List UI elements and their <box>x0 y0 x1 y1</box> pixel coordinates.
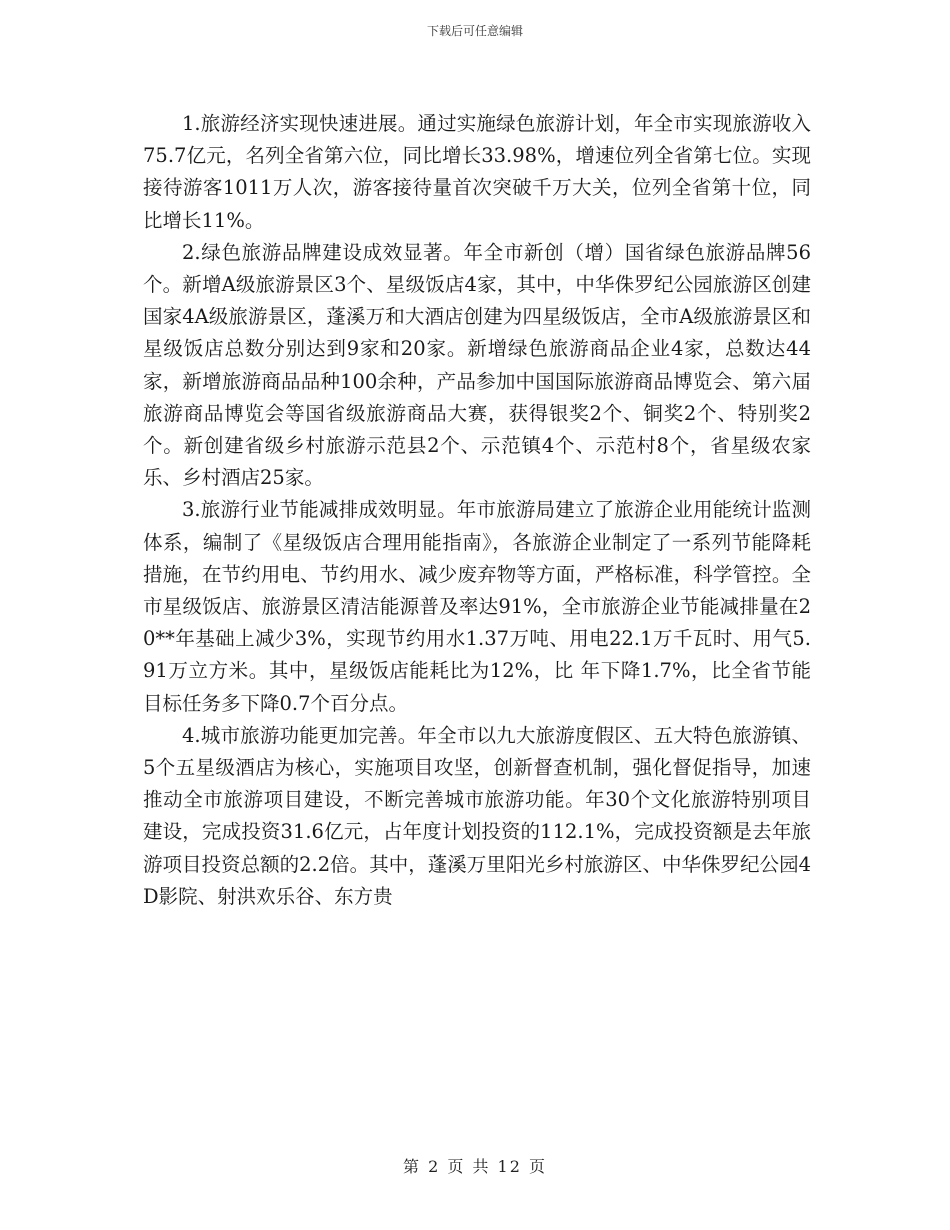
page-header-note: 下载后可任意编辑 <box>426 24 523 38</box>
paragraph-energy-saving: 3.旅游行业节能减排成效明显。年市旅游局建立了旅游企业用能统计监测体系，编制了《星级饭店合理用能指南》，各旅游企业制定了一系列节能降耗措施，在节约用电、节约用水、减少废弃物等方面，严格标准，科学管控。全市星级饭店、旅游景区清洁能源普及率达91%，全市旅游企业节能减排量在20**年基础上减少3%，实现节约用水1.37万吨、用电22.1万千瓦时、用气5.91万立方米。其中，星级饭店能耗比为12%，比 年下降1.7%，比全省节能目标任务多下降0.7个百分点。 <box>143 498 811 715</box>
paragraph-city-function: 4.城市旅游功能更加完善。年全市以九大旅游度假区、五大特色旅游镇、5个五星级酒店为核心，实施项目攻坚，创新督查机制，强化督促指导，加速推动全市旅游项目建设，不断完善城市旅游功能。年30个文化旅游特别项目建设，完成投资31.6亿元，占年度计划投资的112.1%，完成投资额是去年旅游项目投资总额的2.2倍。其中，蓬溪万里阳光乡村旅游区、中华侏罗纪公园4D影院、射洪欢乐谷、东方贵 <box>143 723 811 908</box>
document-body <box>143 108 811 913</box>
page-number-footer: 第 2 页 共 12 页 <box>403 1157 547 1176</box>
paragraph-green-brand: 2.绿色旅游品牌建设成效显著。年全市新创（增）国省绿色旅游品牌56个。新增A级旅游景区3个、星级饭店4家，其中，中华侏罗纪公园旅游区创建国家4A级旅游景区，蓬溪万和大酒店创建为四星级饭店，全市A级旅游景区和星级饭店总数分别达到9家和20家。新增绿色旅游商品企业4家，总数达44家，新增旅游商品品种100余种，产品参加中国国际旅游商品博览会、第六届 旅游商品博览会等国省级旅游商品大赛，获得银奖2个、铜奖2个、特别奖2个。新创建省级乡村旅游示范县2个、示范镇4个、示范村8个，省星级农家乐、乡村酒店25家。 <box>143 240 811 490</box>
paragraph-tourism-economy: 1.旅游经济实现快速进展。通过实施绿色旅游计划，年全市实现旅游收入75.7亿元，名列全省第六位，同比增长33.98%，增速位列全省第七位。实现接待游客1011万人次，游客接待量首次突破千万大关，位列全省第十位，同比增长11%。 <box>143 112 811 232</box>
